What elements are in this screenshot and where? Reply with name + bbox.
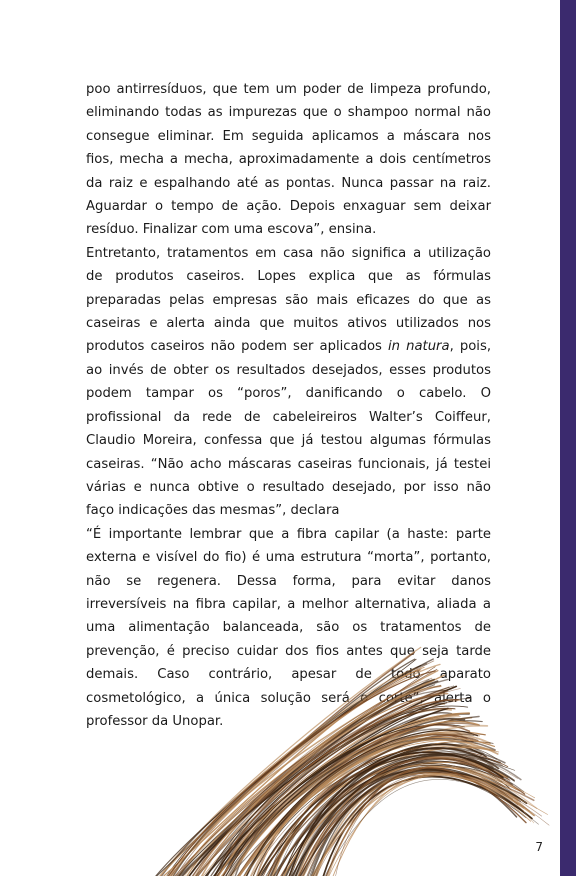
italic-term: in natura: [388, 339, 450, 355]
paragraph-2-text-a: Entretanto, tratamentos em casa não significa a utilização de produtos caseiros. Lopes explica que as fórmulas preparadas pelas empresas são mais eficazes do que as caseiras e alerta ainda que muitos ativos utilizados nos produtos caseiros não podem ser aplicados: [86, 245, 491, 355]
article-body: [86, 78, 491, 733]
hair-strands: [156, 647, 549, 876]
hair-strands-image: [140, 640, 562, 876]
paragraph-3: “É importante lembrar que a fibra capilar (a haste: parte externa e visível do fio) é uma estrutura “morta”, portanto, não se regenera. Dessa forma, para evitar danos irreversíveis na fibra capilar, a melhor alternativa, aliada a uma alimentação balanceada, são os tratamentos de prevenção, é preciso cuidar dos fios antes que seja tarde demais. Caso contrário, apesar de todo aparato cosmetológico, a única solução será o corte”, alerta o professor da Unopar.: [86, 526, 491, 729]
paragraph-2-text-b: , pois, ao invés de obter os resultados desejados, esses produtos podem tampar os “poros”, danificando o cabelo. O profissional da rede de cabeleireiros Walter’s Coiffeur, Claudio Moreira, confessa que já testou algumas fórmulas caseiras. “Não acho máscaras caseiras funcionais, já testei várias e nunca obtive o resultado desejado, por isso não faço indicações das mesmas”, declara: [86, 339, 492, 519]
page-number: 7: [535, 840, 543, 854]
paragraph-2: [86, 242, 491, 523]
page-sidebar-band: [560, 0, 576, 876]
paragraph-1: poo antirresíduos, que tem um poder de limpeza profundo, eliminando todas as impurezas que o shampoo normal não consegue eliminar. Em seguida aplicamos a máscara nos fios, mecha a mecha, aproximadamente a dois centímetros da raiz e espalhando até as pontas. Nunca passar na raiz. Aguardar o tempo de ação. Depois enxaguar sem deixar resíduo. Finalizar com uma escova”, ensina.: [86, 82, 491, 238]
